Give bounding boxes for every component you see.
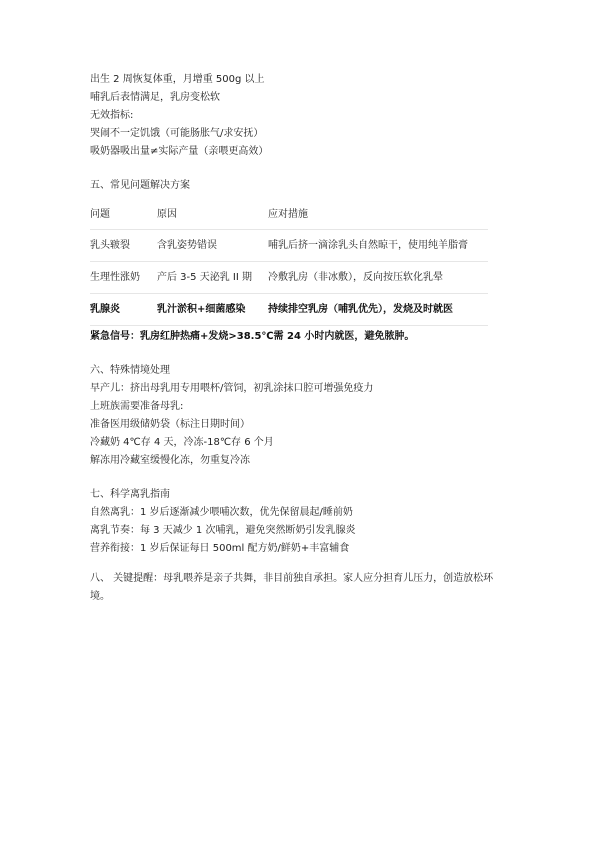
text-line: 自然离乳：1 岁后逐渐减少喂哺次数，优先保留晨起/睡前奶 (90, 507, 353, 518)
section-6-title: 六、特殊情境处理 (90, 365, 170, 376)
table-header-row (90, 201, 488, 230)
header-measure: 应对措施 (268, 209, 308, 220)
text-line: 离乳节奏：每 3 天减少 1 次哺乳，避免突然断奶引发乳腺炎 (90, 525, 356, 536)
special-situations (90, 380, 510, 470)
text-line: 无效指标: (90, 110, 134, 121)
weaning-guide (90, 504, 510, 558)
text-line: 解冻用冷藏室缓慢化冻，勿重复冷冻 (90, 455, 250, 466)
key-reminder: 八、 关键提醒：母乳喂养是亲子共舞，非目前独自承担。家人应分担育儿压力，创造放松环境。 (90, 573, 494, 602)
text-line: 吸奶器吸出量≠实际产量（亲喂更高效） (90, 146, 269, 157)
cell-cause: 乳汁淤积+细菌感染 (157, 303, 246, 315)
cell-cause: 产后 3-5 天泌乳 II 期 (157, 271, 252, 283)
text-line: 出生 2 周恢复体重，月增重 500g 以上 (90, 74, 265, 85)
section-7-title: 七、科学离乳指南 (90, 489, 170, 500)
text-line: 准备医用级储奶袋（标注日期时间） (90, 419, 250, 430)
text-line: 上班族需要准备母乳: (90, 401, 184, 412)
table-row (90, 230, 488, 262)
table-row (90, 294, 488, 326)
text-line: 营养衔接：1 岁后保证每日 500ml 配方奶/鲜奶+丰富辅食 (90, 543, 350, 554)
growth-indicators (90, 71, 510, 161)
section-5-title: 五、常见问题解决方案 (90, 180, 190, 191)
cell-cause: 含乳姿势错误 (157, 239, 217, 251)
cell-measure: 冷敷乳房（非冰敷），反向按压软化乳晕 (268, 271, 443, 283)
table-row (90, 262, 488, 294)
cell-measure: 持续排空乳房（哺乳优先），发烧及时就医 (268, 303, 453, 315)
text-line: 冷藏奶 4℃存 4 天，冷冻-18℃存 6 个月 (90, 437, 274, 448)
document-page (90, 71, 510, 606)
text-line: 早产儿：挤出母乳用专用喂杯/管饲，初乳涂抹口腔可增强免疫力 (90, 383, 374, 394)
problem-solution-table (90, 201, 488, 326)
header-cause: 原因 (157, 209, 177, 220)
header-problem: 问题 (90, 209, 110, 220)
cell-problem: 乳腺炎 (90, 303, 120, 315)
cell-problem: 乳头皲裂 (90, 239, 130, 251)
text-line: 哺乳后表情满足，乳房变松软 (90, 92, 220, 103)
cell-problem: 生理性涨奶 (90, 271, 140, 283)
urgent-signal: 紧急信号：乳房红肿热痛+发烧>38.5℃需 24 小时内就医，避免脓肿。 (90, 331, 415, 342)
text-line: 哭闹不一定饥饿（可能肠胀气/求安抚） (90, 128, 264, 139)
cell-measure: 哺乳后挤一滴涂乳头自然晾干，使用纯羊脂膏 (268, 239, 468, 251)
